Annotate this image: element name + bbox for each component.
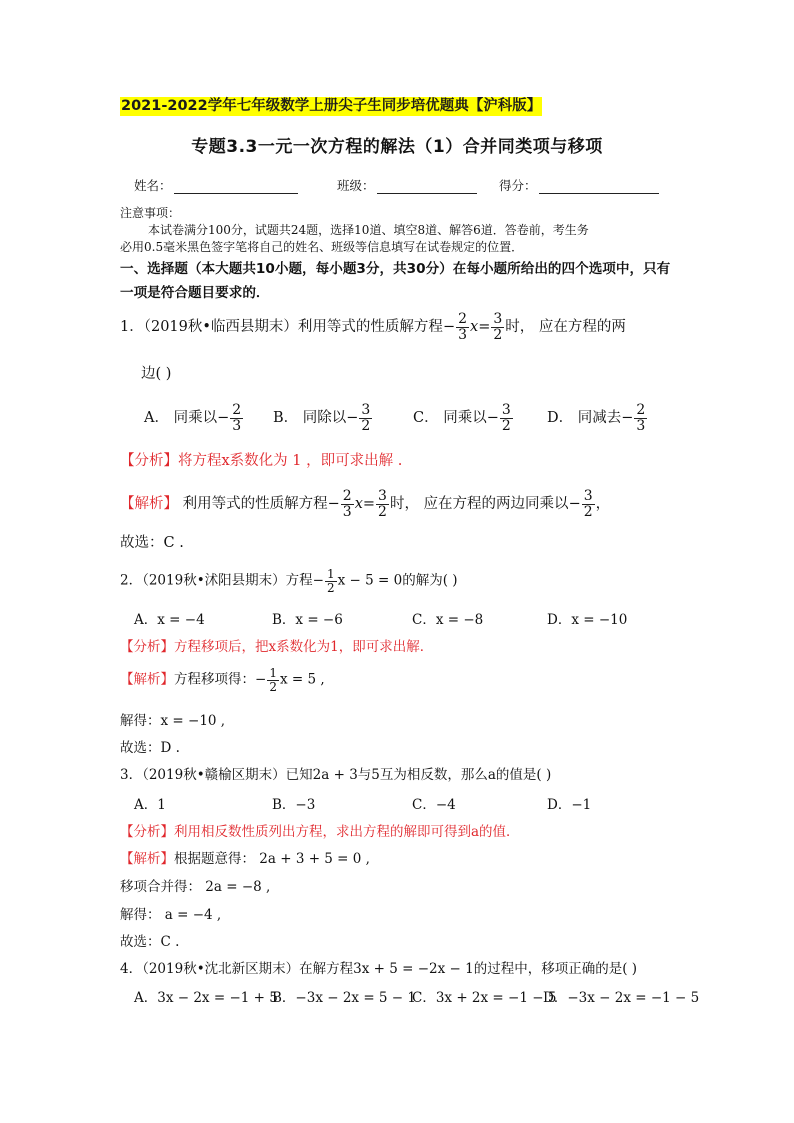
name-field[interactable] (134, 176, 298, 194)
fraction: $\frac{2}{3}$ (342, 488, 352, 520)
section-heading: 一、选择题（本大题共10小题，每小题3分，共30分）在每小题所给出的四个选项中，只有一项是符合题目要求的． (120, 261, 671, 301)
q1-stem: 1．（2019秋•临西县期末）利用等式的性质解方程− $\frac{2}{3}$ x= $\frac{3}{2}$ 时， 应在方程的两 (120, 311, 626, 343)
q1-option-a[interactable]: A． 同乘以− $\frac{2}{3}$ (144, 402, 242, 434)
q2-option-c[interactable]: C．x = −8 (412, 612, 484, 628)
q3-solution: 【解析】根据题意得： 2a + 3 + 5 = 0 , (120, 851, 370, 867)
q1-stem-line-2: 边( ) (141, 366, 172, 382)
notes-line-2: 必用0.5毫米黑色签字笔将自己的姓名、班级等信息填写在试卷规定的位置． (120, 240, 524, 254)
q2-option-d[interactable]: D．x = −10 (547, 612, 628, 628)
q3-step-2: 解得： a = −4 , (120, 907, 222, 923)
q1-solution: 【解析】 利用等式的性质解方程− $\frac{2}{3}$ x= $\frac{3}{2}$ 时， 应在方程的两边同乘以− $\frac{3}{2}$ ， (120, 488, 611, 520)
fraction: $\frac{2}{3}$ (232, 402, 242, 434)
q4-stem: 4．（2019秋•沈北新区期末）在解方程3x + 5 = −2x − 1的过程中，移项正确的是( ) (120, 961, 638, 977)
q3-option-a[interactable]: A．1 (134, 797, 166, 813)
q3-step-1: 移项合并得： 2a = −8 , (120, 879, 271, 895)
name-label: 姓名： (134, 178, 172, 193)
fraction: $\frac{3}{2}$ (378, 488, 387, 520)
class-field[interactable] (337, 176, 477, 194)
q4-option-b[interactable]: B．−3x − 2x = 5 − 1 (272, 990, 416, 1006)
q2-solution: 【解析】方程移项得：− $\frac{1}{2}$ x = 5 , (120, 666, 325, 694)
q3-option-c[interactable]: C．−4 (412, 797, 456, 813)
q2-option-b[interactable]: B．x = −6 (272, 612, 343, 628)
q3-answer: 故选：C . (120, 934, 180, 950)
q2-step: 解得：x = −10 , (120, 713, 226, 729)
score-field[interactable] (499, 176, 659, 194)
fraction: $\frac{1}{2}$ (269, 666, 277, 694)
q3-stem: 3．（2019秋•赣榆区期末）已知2a + 3与5互为相反数，那么a的值是( ) (120, 767, 552, 783)
q1-analysis: 【分析】将方程x系数化为 1 ，即可求出解 . (120, 453, 403, 469)
q2-option-a[interactable]: A．x = −4 (134, 612, 205, 628)
notes-line-1: 本试卷满分100分，试题共24题，选择10道、填空8道、解答6道．答卷前，考生务 (148, 223, 589, 237)
q1-option-d[interactable]: D． 同减去− $\frac{2}{3}$ (547, 402, 646, 434)
score-label: 得分： (499, 178, 537, 193)
fraction: $\frac{3}{2}$ (361, 402, 371, 434)
q3-option-d[interactable]: D．−1 (547, 797, 592, 813)
fraction: $\frac{2}{3}$ (636, 402, 646, 434)
q4-option-c[interactable]: C．3x + 2x = −1 − 5 (412, 990, 557, 1006)
header-banner: 2021-2022学年七年级数学上册尖子生同步培优题典【沪科版】 (121, 98, 542, 114)
fraction: $\frac{3}{2}$ (493, 311, 503, 343)
q1-option-c[interactable]: C． 同乘以− $\frac{3}{2}$ (413, 402, 511, 434)
q2-answer: 故选：D . (120, 740, 180, 756)
class-label: 班级： (337, 178, 375, 193)
fraction: $\frac{3}{2}$ (583, 488, 593, 520)
fraction: $\frac{3}{2}$ (501, 402, 511, 434)
q1-answer: 故选：C . (120, 535, 184, 551)
q4-option-a[interactable]: A．3x − 2x = −1 + 5 (134, 990, 278, 1006)
notes-heading: 注意事项： (120, 206, 181, 220)
name-blank[interactable] (174, 179, 298, 194)
q3-option-b[interactable]: B．−3 (272, 797, 316, 813)
page-title: 专题3.3一元一次方程的解法（1）合并同类项与移项 (191, 137, 603, 157)
q4-option-d[interactable]: D．−3x − 2x = −1 − 5 (543, 990, 700, 1006)
q2-analysis: 【分析】方程移项后，把x系数化为1，即可求出解． (120, 639, 434, 655)
q2-stem: 2．（2019秋•沭阳县期末）方程− $\frac{1}{2}$ x − 5 = 0的解为( ) (120, 567, 458, 595)
score-blank[interactable] (539, 179, 659, 194)
fraction: $\frac{1}{2}$ (326, 567, 335, 595)
q3-analysis: 【分析】利用相反数性质列出方程，求出方程的解即可得到a的值． (120, 824, 520, 840)
fraction: $\frac{2}{3}$ (458, 311, 468, 343)
q1-option-b[interactable]: B． 同除以− $\frac{3}{2}$ (273, 402, 371, 434)
class-blank[interactable] (377, 179, 477, 194)
